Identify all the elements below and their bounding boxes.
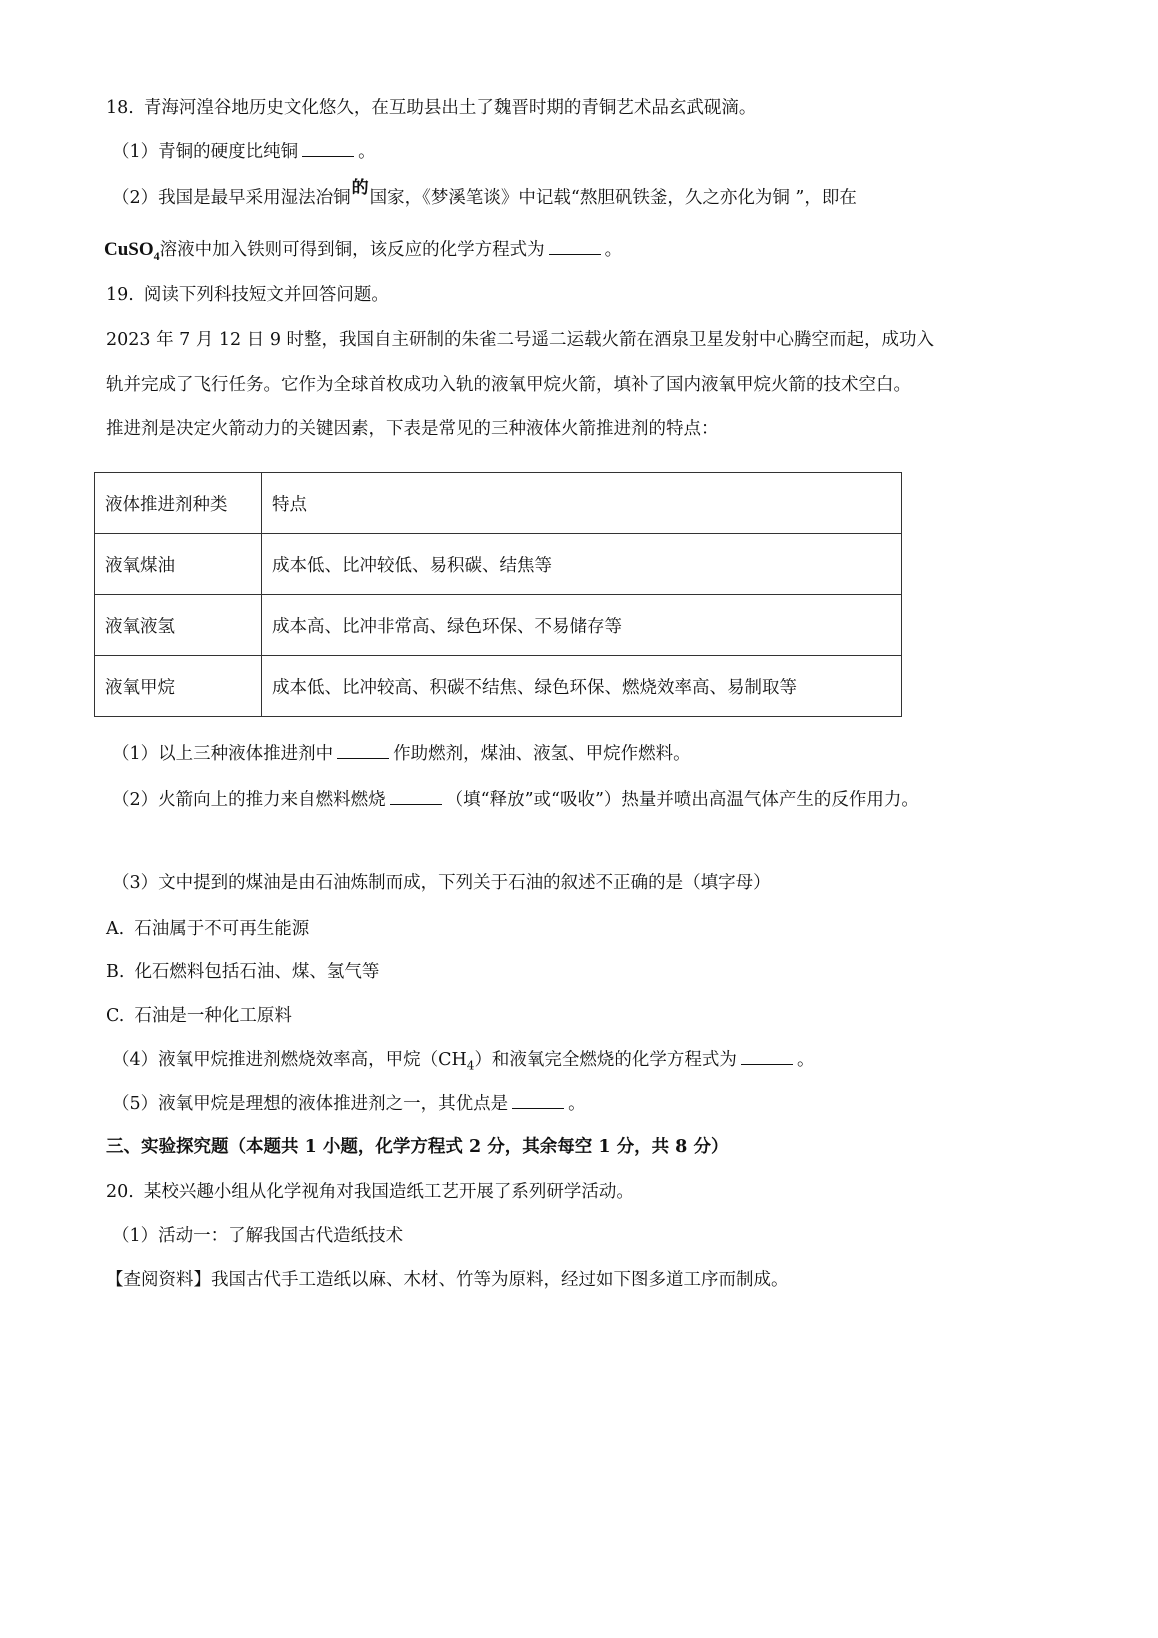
option-c[interactable] [106, 1004, 292, 1028]
q18-part1-end: 。 [358, 142, 376, 162]
cuso4-formula [104, 239, 160, 263]
table-cell: 成本低、比冲较高、积碳不结焦、绿色环保、燃烧效率高、易制取等 [262, 656, 902, 717]
q19-part3: （3）文中提到的煤油是由石油炼制而成，下列关于石油的叙述不正确的是（填字母） [112, 873, 771, 893]
ch4-main: CH [438, 1050, 467, 1070]
option-label: A. [106, 919, 125, 939]
table-header-cell: 液体推进剂种类 [95, 473, 262, 534]
q19-paragraph2: 推进剂是决定火箭动力的关键因素，下表是常见的三种液体火箭推进剂的特点： [106, 419, 719, 439]
q19-part5-end: 。 [568, 1094, 586, 1114]
table-row [95, 534, 902, 595]
ch4-formula [438, 1050, 475, 1073]
q18-part1 [112, 140, 376, 164]
option-a[interactable] [106, 917, 309, 941]
cuso4-main: CuSO [104, 239, 154, 260]
q18-number: 18. [106, 98, 134, 118]
q20-material [106, 1268, 789, 1292]
q18-part2-text-c: 溶液中加入铁则可得到铜，该反应的化学方程式为 [159, 240, 545, 260]
table-row [95, 595, 902, 656]
q18-stem: 青海河湟谷地历史文化悠久，在互助县出土了魏晋时期的青铜艺术品玄武砚滴。 [143, 98, 757, 118]
q18-stem-line [106, 96, 756, 120]
q19-part2-end: （填“释放”或“吸收”）热量并喷出高温气体产生的反作用力。 [445, 790, 919, 810]
q19-part1 [112, 742, 691, 766]
answer-blank[interactable] [302, 140, 354, 157]
q19-part4-text: （4）液氧甲烷推进剂燃烧效率高，甲烷（ [112, 1050, 439, 1070]
q19-part4-end: 。 [796, 1050, 815, 1070]
q19-paragraph1-line2: 轨并完成了飞行任务。它作为全球首枚成功入轨的液氧甲烷火箭，填补了国内液氧甲烷火箭的技术空白。 [106, 375, 911, 395]
table-cell: 成本低、比冲较低、易积碳、结焦等 [262, 534, 902, 595]
q19-stem: 阅读下列科技短文并回答问题。 [143, 285, 389, 305]
option-b[interactable] [106, 960, 379, 984]
q18-part2-line1 [112, 178, 857, 210]
q18-part2-text-a: （2）我国是最早采用湿法冶铜 [112, 188, 351, 208]
q19-part2-text: （2）火箭向上的推力来自燃料燃烧 [112, 790, 386, 810]
q19-part4 [112, 1048, 814, 1078]
table-cell: 液氧液氢 [95, 595, 262, 656]
section-heading: 三、实验探究题（本题共 1 小题，化学方程式 2 分，其余每空 1 分，共 8 分） [106, 1137, 729, 1157]
q19-part1-text: （1）以上三种液体推进剂中 [112, 744, 334, 764]
q19-paragraph1-line1: 2023 年 7 月 12 日 9 时整，我国自主研制的朱雀二号遥二运载火箭在酒泉卫星发射中心腾空而起，成功入 [106, 330, 935, 350]
q20-activity1: （1）活动一：了解我国古代造纸技术 [112, 1226, 404, 1246]
cuso4-sub: 4 [153, 248, 160, 263]
answer-blank[interactable] [512, 1092, 564, 1109]
q18-part2-end: 。 [604, 240, 623, 260]
q20-stem-line [106, 1180, 634, 1204]
q19-part5 [112, 1092, 586, 1116]
answer-blank[interactable] [337, 742, 389, 759]
answer-blank[interactable] [549, 238, 601, 255]
q19-part1-end: 作助燃剂，煤油、液氢、甲烷作燃料。 [393, 744, 691, 764]
option-label: C. [106, 1006, 125, 1026]
ch4-sub: 4 [466, 1058, 475, 1073]
q18-part2-line2 [104, 238, 622, 268]
q19-part2 [112, 788, 919, 812]
table-header-cell: 特点 [262, 473, 902, 534]
q18-part2-text-b: 国家，《梦溪笔谈》中记载“熬胆矾铁釜，久之亦化为铜 ”，即在 [369, 188, 857, 208]
option-label: B. [106, 962, 125, 982]
q20-number: 20. [106, 1182, 134, 1202]
table-cell: 成本高、比冲非常高、绿色环保、不易储存等 [262, 595, 902, 656]
option-text: 石油属于不可再生能源 [134, 919, 310, 939]
material-text: 我国古代手工造纸以麻、木材、竹等为原料，经过如下图多道工序而制成。 [211, 1270, 789, 1290]
propellant-table [94, 472, 902, 717]
q19-number: 19. [106, 285, 134, 305]
q18-part2-raised-char: 的 [351, 178, 369, 198]
table-row [95, 656, 902, 717]
q18-part1-text: （1）青铜的硬度比纯铜 [112, 142, 299, 162]
table-cell: 液氧煤油 [95, 534, 262, 595]
table-header-row [95, 473, 902, 534]
answer-blank[interactable] [390, 788, 442, 805]
option-text: 化石燃料包括石油、煤、氢气等 [134, 962, 380, 982]
answer-blank[interactable] [741, 1048, 793, 1065]
q19-part5-text: （5）液氧甲烷是理想的液体推进剂之一，其优点是 [112, 1094, 509, 1114]
q19-part4-text-b: ）和液氧完全燃烧的化学方程式为 [474, 1050, 737, 1070]
option-text: 石油是一种化工原料 [134, 1006, 292, 1026]
material-tag: 【查阅资料】 [106, 1270, 211, 1290]
q20-stem: 某校兴趣小组从化学视角对我国造纸工艺开展了系列研学活动。 [143, 1182, 634, 1202]
q19-stem-line [106, 283, 389, 307]
table-cell: 液氧甲烷 [95, 656, 262, 717]
